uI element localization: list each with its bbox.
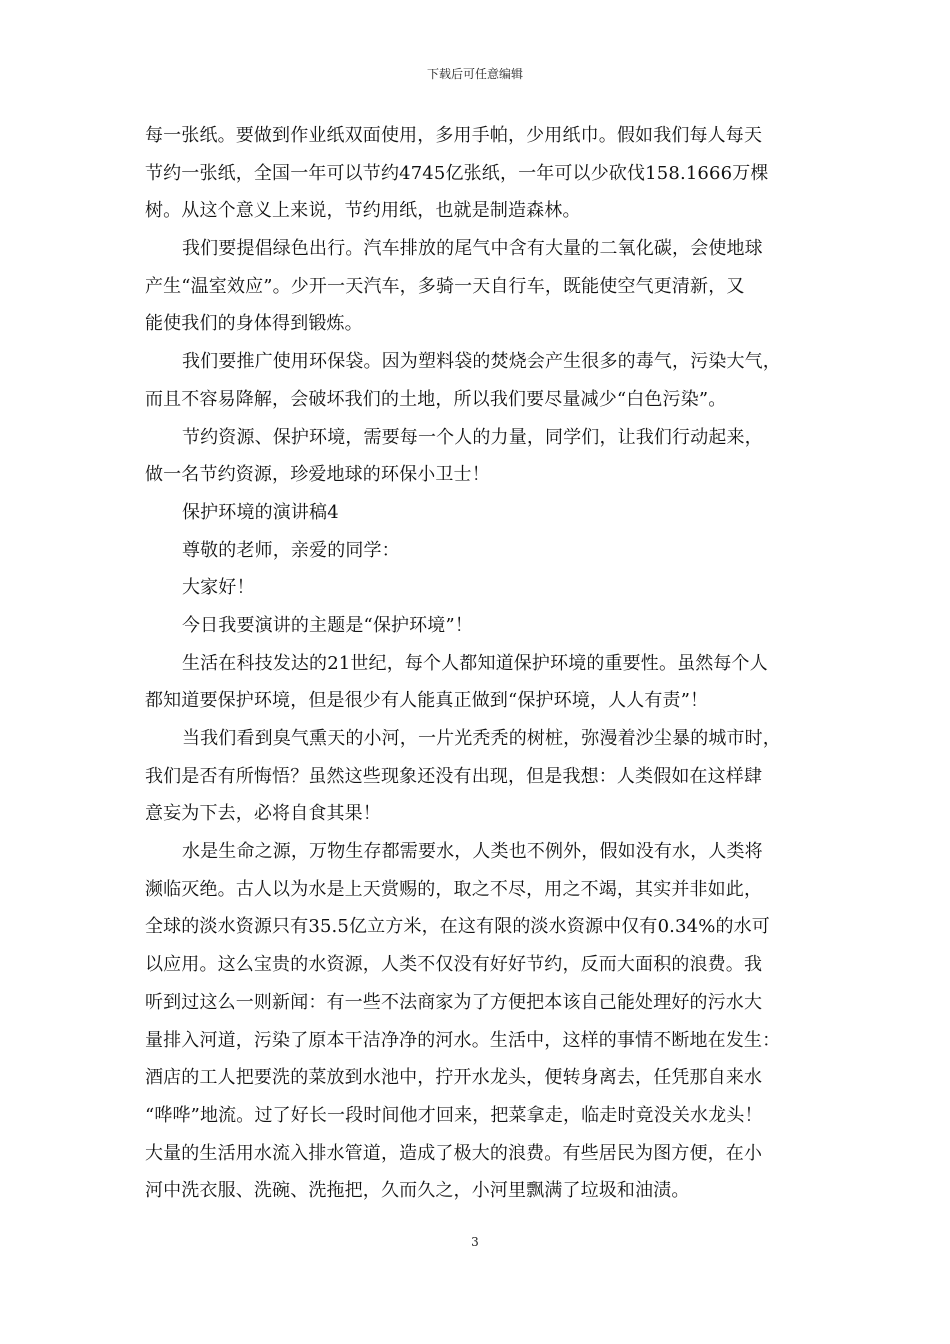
text-line: 我们要提倡绿色出行。汽车排放的尾气中含有大量的二氧化碳，会使地球: [182, 238, 763, 260]
text-line: 大家好！: [182, 577, 255, 599]
text-line: 节约资源、保护环境，需要每一个人的力量，同学们，让我们行动起来，: [182, 426, 763, 448]
text-line: 濒临灭绝。古人以为水是上天赏赐的，取之不尽，用之不竭，其实并非如此，: [145, 878, 763, 900]
page-header: 下载后可任意编辑: [426, 67, 523, 81]
text-line: 做一名节约资源，珍爱地球的环保小卫士！: [145, 464, 490, 486]
text-line: 每一张纸。要做到作业纸双面使用，多用手帕，少用纸巾。假如我们每人每天: [145, 125, 763, 146]
text-line: 以应用。这么宝贵的水资源，人类不仅没有好好节约，反而大面积的浪费。我: [145, 954, 763, 976]
text-line: 都知道要保护环境，但是很少有人能真正做到“保护环境，人人有责”！: [145, 690, 709, 712]
document-body: [145, 117, 809, 1210]
text-line: 大量的生活用水流入排水管道，造成了极大的浪费。有些居民为图方便，在小: [145, 1142, 763, 1164]
text-line: 意妄为下去，必将自食其果！: [145, 803, 381, 825]
text-line: 树。从这个意义上来说，节约用纸，也就是制造森林。: [145, 200, 581, 222]
text-line: 量排入河道，污染了原本干洁净净的河水。生活中，这样的事情不断地在发生：: [145, 1029, 781, 1051]
page-number: 3: [471, 1235, 479, 1249]
text-line: 节约一张纸，全国一年可以节约4745亿张纸，一年可以少砍伐158.1666万棵: [145, 162, 769, 184]
text-line: 产生“温室效应”。少开一天汽车，多骑一天自行车，既能使空气更清新，又: [145, 275, 745, 297]
text-line: 河中洗衣服、洗碗、洗拖把，久而久之，小河里飘满了垃圾和油渍。: [145, 1180, 690, 1202]
text-line: 酒店的工人把要洗的菜放到水池中，拧开水龙头，便转身离去，任凭那自来水: [145, 1067, 763, 1089]
text-line: “哗哗”地流。过了好长一段时间他才回来，把菜拿走，临走时竟没关水龙头！: [145, 1104, 763, 1126]
text-line: 尊敬的老师，亲爱的同学：: [182, 539, 400, 561]
text-line: 我们要推广使用环保袋。因为塑料袋的焚烧会产生很多的毒气，污染大气，: [182, 351, 781, 373]
text-line: 能使我们的身体得到锻炼。: [145, 313, 363, 335]
text-line: 听到过这么一则新闻：有一些不法商家为了方便把本该自己能处理好的污水大: [145, 991, 763, 1013]
text-line: 而且不容易降解，会破坏我们的土地，所以我们要尽量减少“白色污染”。: [145, 388, 727, 410]
text-line: 保护环境的演讲稿4: [182, 501, 339, 523]
text-line: 今日我要演讲的主题是“保护环境”！: [182, 614, 473, 636]
text-line: 我们是否有所悔悟？虽然这些现象还没有出现，但是我想：人类假如在这样肆: [145, 765, 763, 787]
text-line: 全球的淡水资源只有35.5亿立方米，在这有限的淡水资源中仅有0.34%的水可: [145, 916, 770, 938]
text-line: 生活在科技发达的21世纪，每个人都知道保护环境的重要性。虽然每个人: [182, 652, 768, 674]
text-line: 水是生命之源，万物生存都需要水，人类也不例外，假如没有水，人类将: [182, 841, 763, 863]
text-line: 当我们看到臭气熏天的小河，一片光秃秃的树桩，弥漫着沙尘暴的城市时，: [182, 728, 781, 749]
